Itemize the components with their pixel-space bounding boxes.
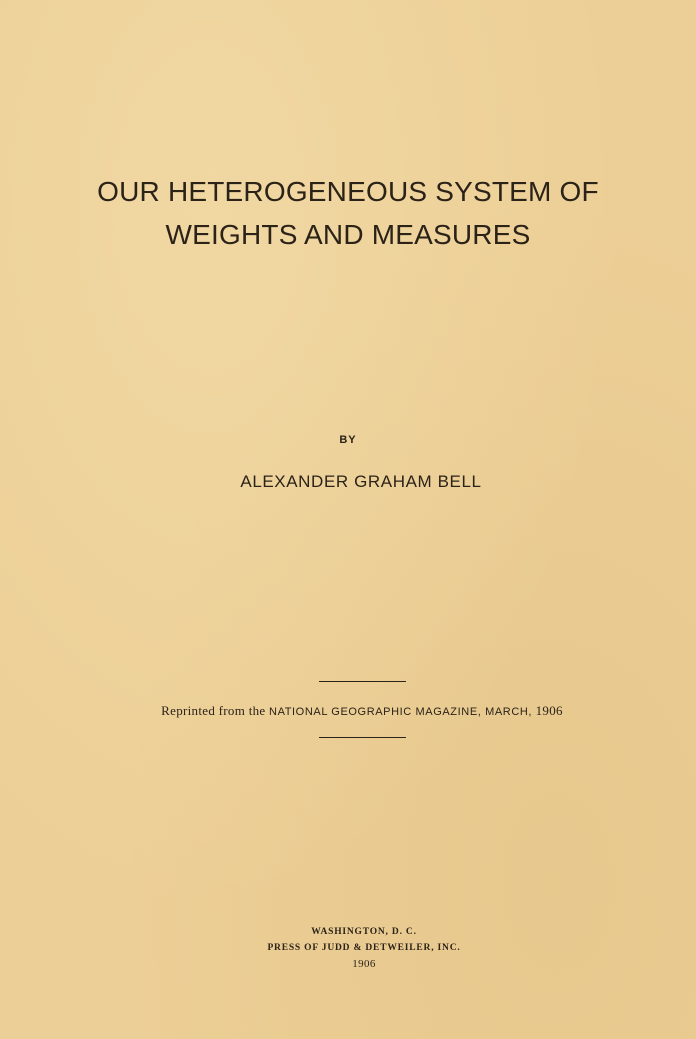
reprint-source: NATIONAL GEOGRAPHIC MAGAZINE, MARCH, (269, 706, 533, 718)
author-name: ALEXANDER GRAHAM BELL (240, 472, 482, 491)
imprint-city: WASHINGTON, D. C. (311, 927, 417, 937)
divider-top (319, 681, 406, 682)
title-line-1: OUR HETEROGENEOUS SYSTEM OF (97, 176, 599, 207)
document-title (0, 170, 696, 256)
imprint-press: PRESS OF JUDD & DETWEILER, INC. (267, 943, 461, 953)
title-line-2: WEIGHTS AND MEASURES (165, 219, 531, 250)
imprint (0, 924, 696, 972)
reprint-note (0, 703, 696, 719)
reprint-prefix: Reprinted from the (161, 703, 266, 718)
reprint-year: 1906 (535, 703, 563, 718)
divider-bottom (319, 737, 406, 738)
imprint-year: 1906 (352, 958, 376, 970)
by-label: BY (339, 434, 357, 446)
